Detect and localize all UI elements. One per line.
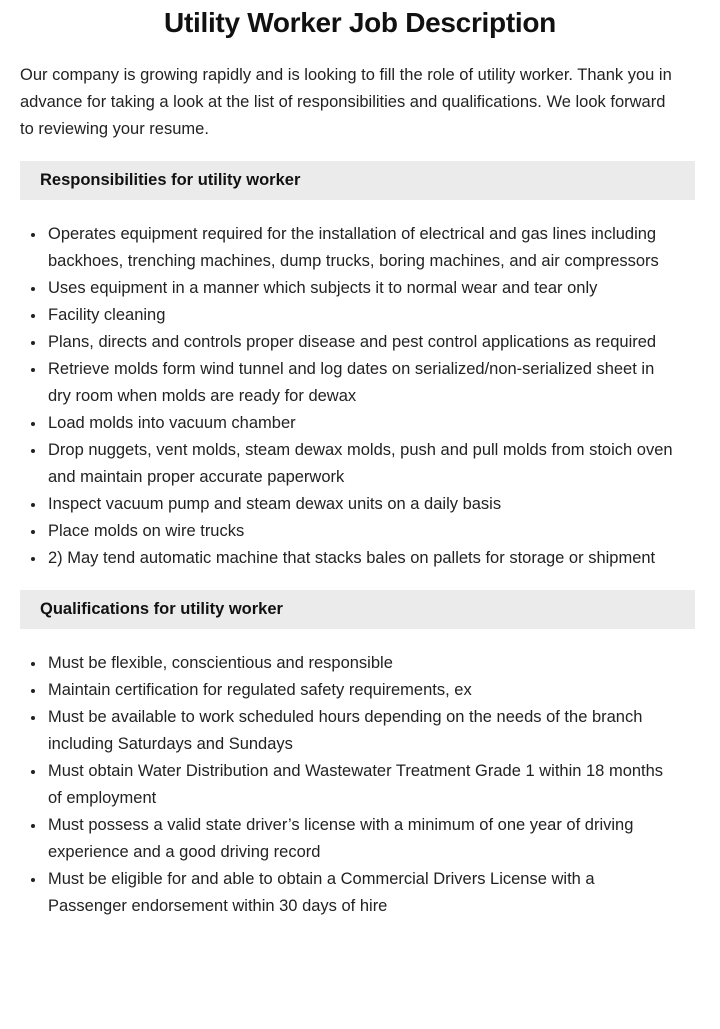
list-item: • 2) May tend automatic machine that stacks bales on pallets for storage or shipment [46,545,678,572]
list-item: • Place molds on wire trucks [46,518,678,545]
intro-paragraph: Our company is growing rapidly and is looking to fill the role of utility worker. Thank you in advance for taking a look at the list of responsibilities and qualifications. We look forward to reviewing your resume. [20,66,672,138]
section-heading-text: Qualifications for utility worker [40,600,283,618]
list-item: • Uses equipment in a manner which subjects it to normal wear and tear only [46,275,678,302]
list-item: • Plans, directs and controls proper disease and pest control applications as required [46,329,678,356]
list-item: • Must be eligible for and able to obtain a Commercial Drivers License with a Passenger endorsement within 30 days of hire [46,866,678,920]
list-item: • Operates equipment required for the installation of electrical and gas lines including backhoes, trenching machines, dump trucks, boring machines, and air compressors [46,221,678,275]
list-item: • Load molds into vacuum chamber [46,410,678,437]
responsibilities-list [28,221,678,572]
list-item: • Must possess a valid state driver’s license with a minimum of one year of driving experience and a good driving record [46,812,678,866]
section-heading-text: Responsibilities for utility worker [40,171,301,189]
page-title: Utility Worker Job Description [164,7,556,38]
section-header-responsibilities [20,161,695,200]
list-item: • Must be available to work scheduled hours depending on the needs of the branch including Saturdays and Sundays [46,704,678,758]
list-item: • Must be flexible, conscientious and responsible [46,650,678,677]
list-item: • Retrieve molds form wind tunnel and log dates on serialized/non-serialized sheet in dry room when molds are ready for dewax [46,356,678,410]
list-item: • Maintain certification for regulated safety requirements, ex [46,677,678,704]
qualifications-list [28,650,678,920]
list-item: • Facility cleaning [46,302,678,329]
section-header-qualifications [20,590,695,629]
list-item: • Drop nuggets, vent molds, steam dewax molds, push and pull molds from stoich oven and maintain proper accurate paperwork [46,437,678,491]
list-item: • Inspect vacuum pump and steam dewax units on a daily basis [46,491,678,518]
list-item: • Must obtain Water Distribution and Wastewater Treatment Grade 1 within 18 months of employment [46,758,678,812]
